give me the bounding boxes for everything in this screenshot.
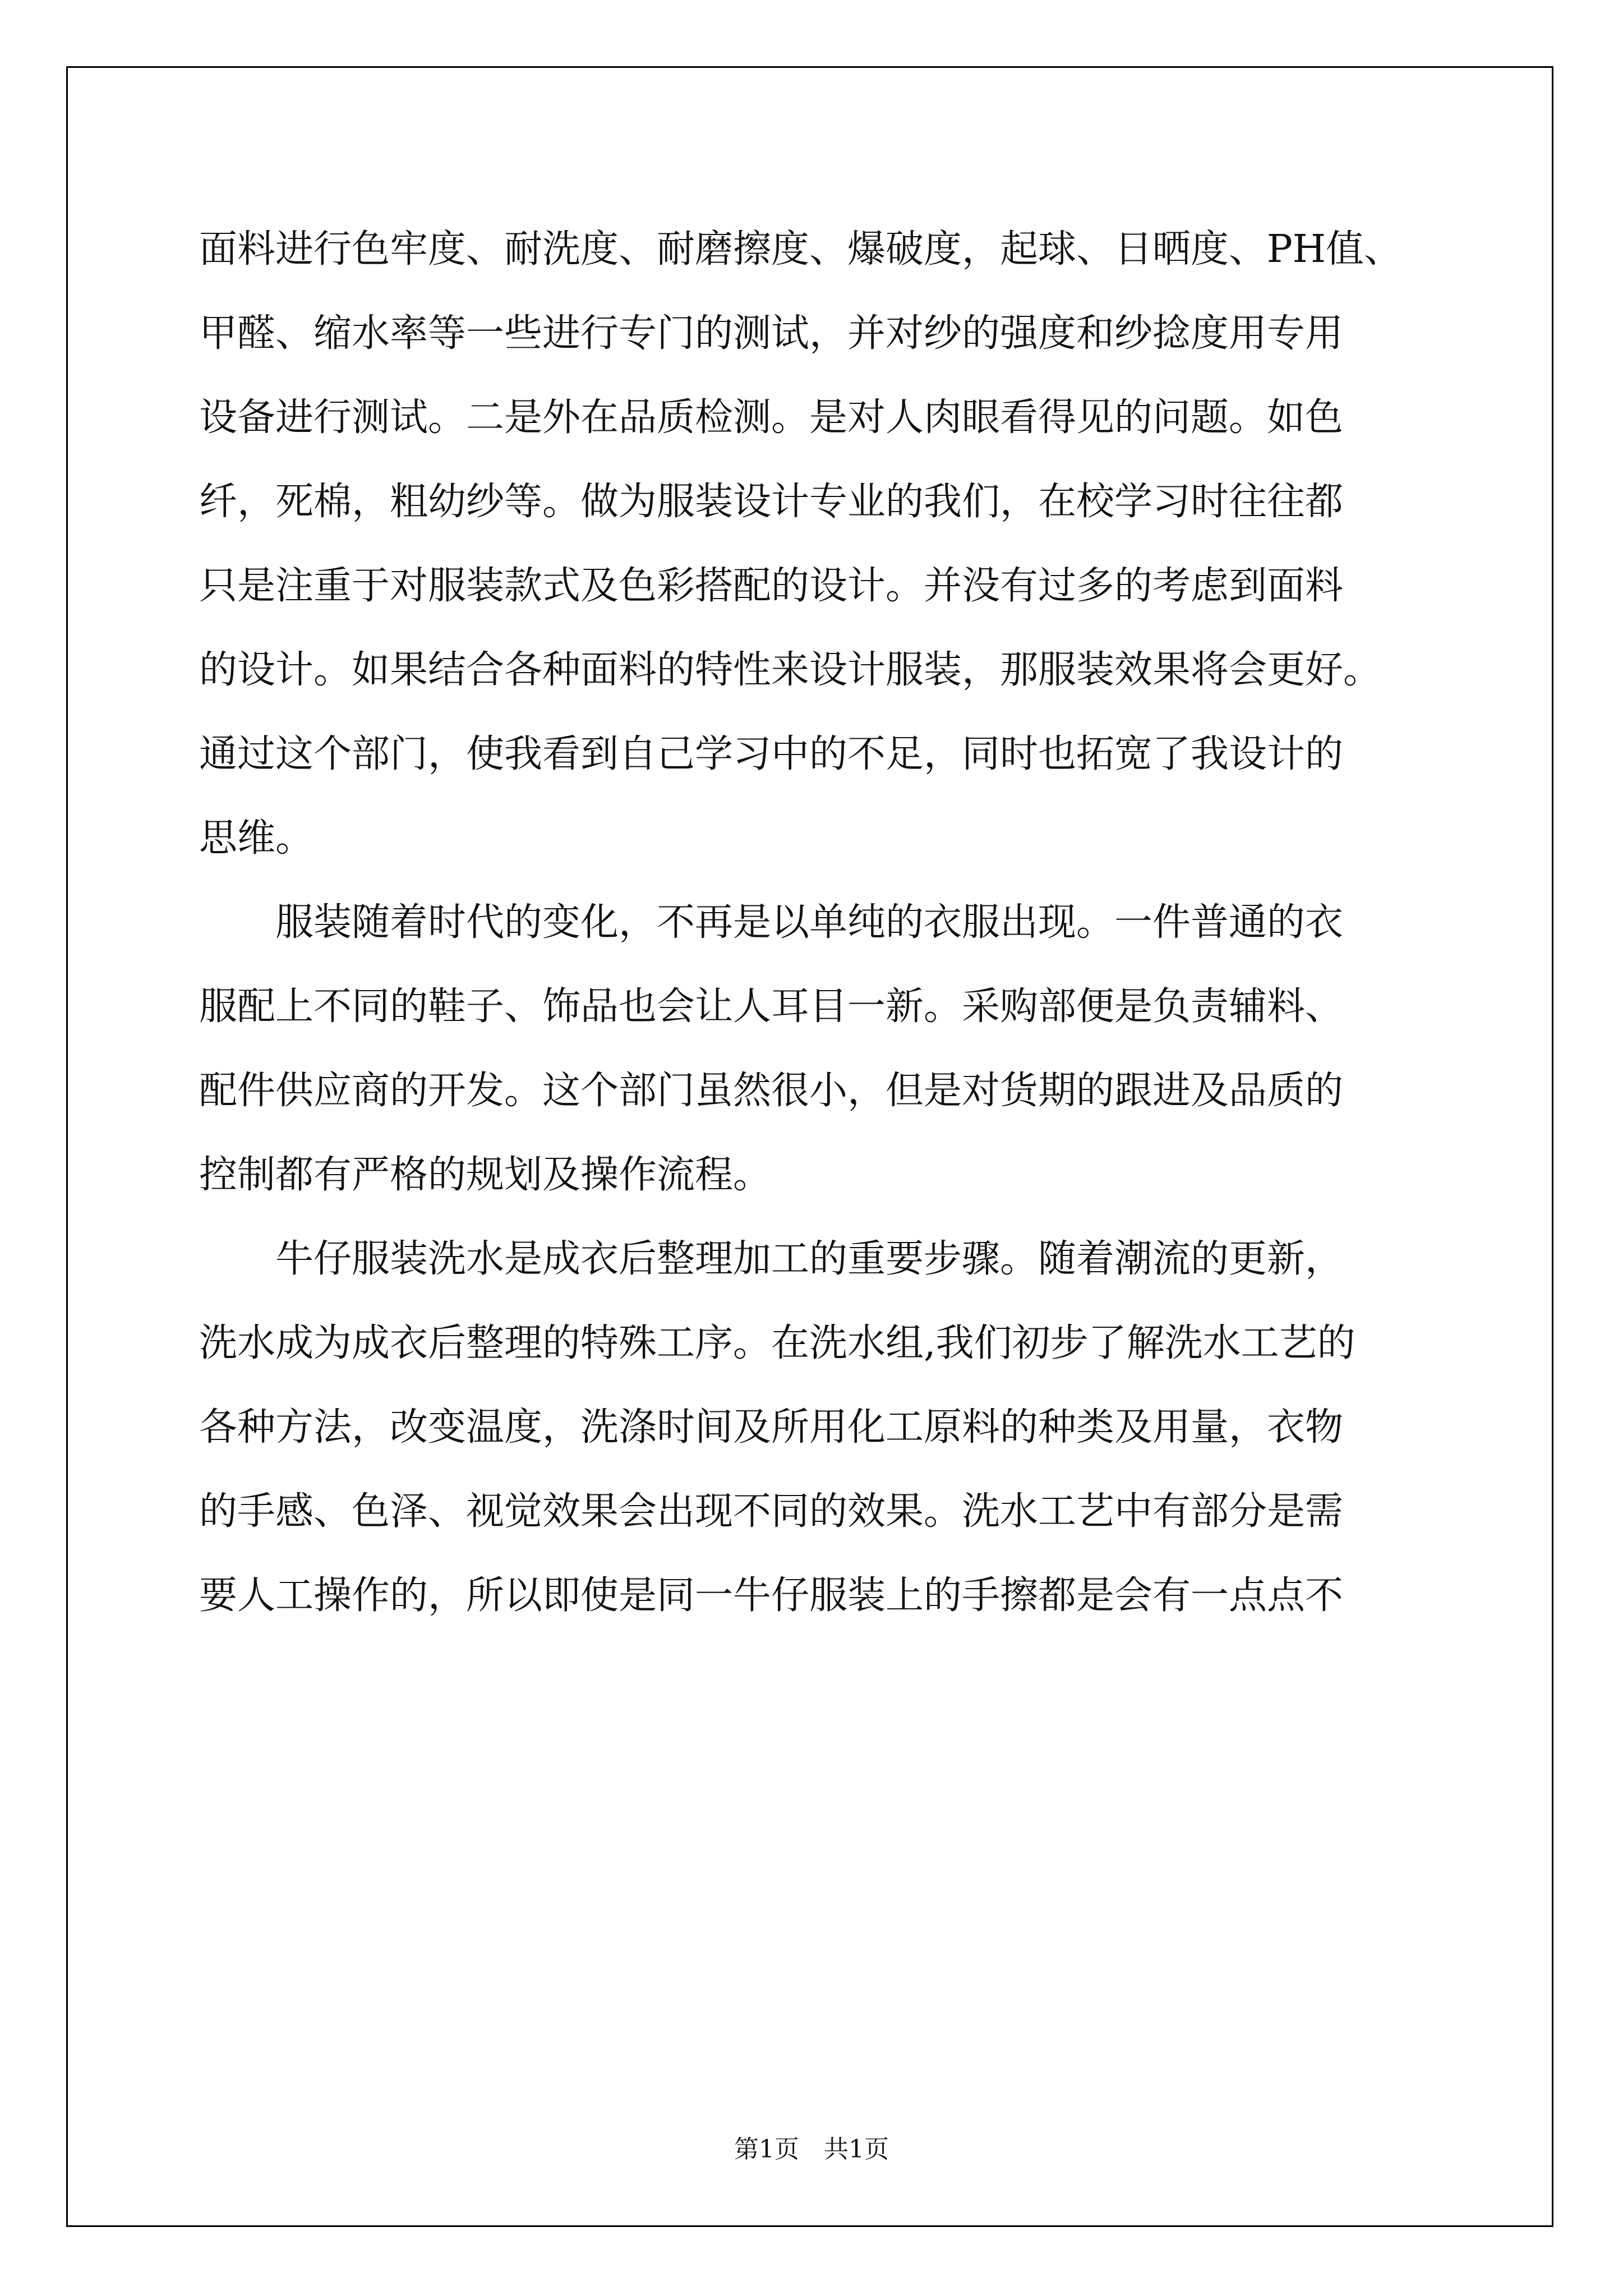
text-line: 的手感、色泽、视觉效果会出现不同的效果。洗水工艺中有部分是需 xyxy=(199,1489,1344,1534)
text-line: 牛仔服装洗水是成衣后整理加工的重要步骤。随着潮流的更新， xyxy=(199,1237,1344,1281)
text-line: 设备进行测试。二是外在品质检测。是对人肉眼看得见的问题。如色 xyxy=(199,395,1344,440)
text-line: 配件供应商的开发。这个部门虽然很小，但是对货期的跟进及品质的 xyxy=(199,1069,1344,1113)
text-line: 只是注重于对服装款式及色彩搭配的设计。并没有过多的考虑到面料 xyxy=(199,564,1344,608)
text-line: 纤，死棉，粗幼纱等。做为服装设计专业的我们，在校学习时往往都 xyxy=(199,480,1344,524)
text-line: 服装随着时代的变化，不再是以单纯的衣服出现。一件普通的衣 xyxy=(199,900,1344,945)
text-line: 甲醛、缩水率等一些进行专门的测试，并对纱的强度和纱捻度用专用 xyxy=(199,311,1344,356)
text-line: 洗水成为成衣后整理的特殊工序。在洗水组,我们初步了解洗水工艺的 xyxy=(199,1321,1355,1365)
text-line: 控制都有严格的规划及操作流程。 xyxy=(199,1153,772,1197)
document-body xyxy=(199,208,1472,1638)
text-line: 思维。 xyxy=(199,816,314,861)
text-line: 要人工操作的，所以即使是同一牛仔服装上的手擦都是会有一点点不 xyxy=(199,1573,1344,1618)
text-line: 各种方法，改变温度，洗涤时间及所用化工原料的种类及用量，衣物 xyxy=(199,1405,1344,1450)
text-line: 通过这个部门，使我看到自己学习中的不足，同时也拓宽了我设计的 xyxy=(199,732,1344,776)
text-line: 服配上不同的鞋子、饰品也会让人耳目一新。采购部便是负责辅料、 xyxy=(199,984,1344,1029)
text-line: 面料进行色牢度、耐洗度、耐磨擦度、爆破度，起球、日晒度、PH值、 xyxy=(199,227,1403,272)
page-number-footer: 第1页 共1页 xyxy=(734,2135,889,2164)
text-line: 的设计。如果结合各种面料的特性来设计服装，那服装效果将会更好。 xyxy=(199,648,1382,692)
